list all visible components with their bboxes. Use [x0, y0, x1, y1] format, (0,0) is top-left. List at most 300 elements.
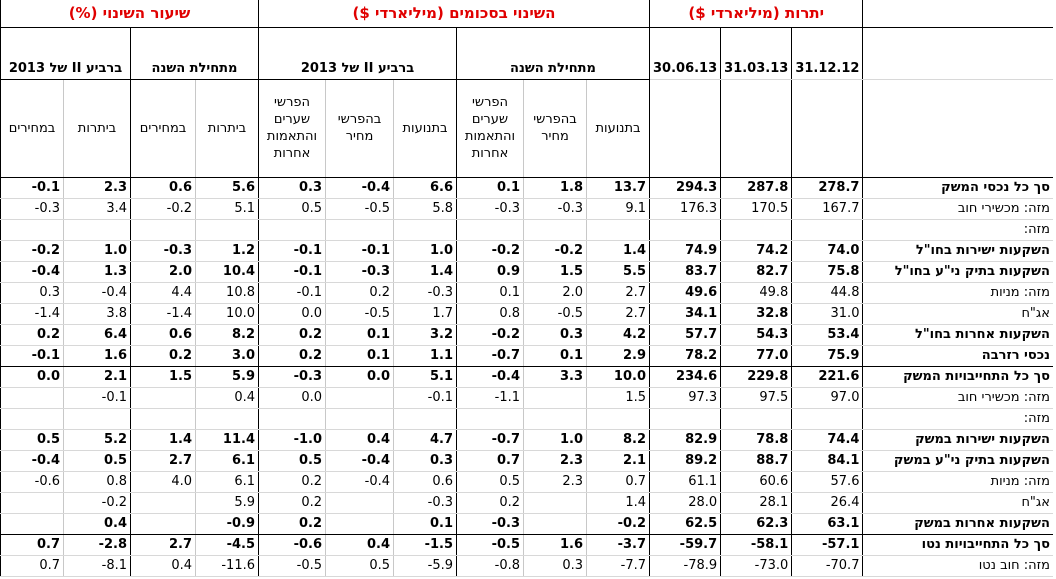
table-cell[interactable]: 57.7 [650, 324, 721, 345]
table-cell[interactable] [131, 408, 196, 429]
table-cell[interactable]: -7.7 [587, 555, 650, 576]
col-head-yield-q2[interactable]: ביתרות [64, 79, 131, 177]
row-label[interactable]: השקעות אחרות בחו"ל [863, 324, 1053, 345]
table-cell[interactable]: 1.8 [524, 177, 587, 198]
table-cell[interactable]: -0.1 [1, 345, 64, 366]
table-cell[interactable]: -0.9 [196, 513, 259, 534]
table-cell[interactable]: 62.5 [650, 513, 721, 534]
table-cell[interactable]: 31.0 [792, 303, 863, 324]
table-cell[interactable]: 9.1 [587, 198, 650, 219]
table-cell[interactable] [650, 219, 721, 240]
table-cell[interactable]: 5.9 [196, 366, 259, 387]
row-label[interactable]: מזה: מניות [863, 282, 1053, 303]
table-cell[interactable]: -0.5 [457, 534, 524, 555]
table-cell[interactable]: 167.7 [792, 198, 863, 219]
table-cell[interactable] [1, 513, 64, 534]
table-cell[interactable]: 5.1 [196, 198, 259, 219]
table-cell[interactable]: 0.6 [131, 177, 196, 198]
table-cell[interactable] [131, 513, 196, 534]
table-cell[interactable]: -0.4 [1, 450, 64, 471]
table-cell[interactable]: 0.3 [394, 450, 457, 471]
table-cell[interactable] [457, 219, 524, 240]
table-cell[interactable]: 32.8 [721, 303, 792, 324]
table-cell[interactable]: -1.4 [131, 303, 196, 324]
table-cell[interactable]: 6.1 [196, 471, 259, 492]
table-cell[interactable]: 28.0 [650, 492, 721, 513]
table-cell[interactable]: -0.3 [394, 492, 457, 513]
table-cell[interactable]: -0.1 [326, 240, 394, 261]
table-cell[interactable]: 74.4 [792, 429, 863, 450]
row-label[interactable]: השקעות בתיק ני"ע בחו"ל [863, 261, 1053, 282]
table-row [1, 366, 1053, 387]
table-cell[interactable]: 2.7 [587, 303, 650, 324]
table-cell[interactable]: 0.0 [1, 366, 64, 387]
table-cell[interactable] [259, 408, 326, 429]
col-head-prices-q2[interactable]: במחירים [1, 79, 64, 177]
table-cell[interactable]: 0.2 [259, 471, 326, 492]
table-cell[interactable]: 1.5 [131, 366, 196, 387]
table-cell[interactable] [792, 219, 863, 240]
table-cell[interactable]: 0.1 [457, 177, 524, 198]
table-cell[interactable]: 5.2 [64, 429, 131, 450]
table-cell[interactable]: 4.0 [131, 471, 196, 492]
table-cell[interactable]: 84.1 [792, 450, 863, 471]
table-cell[interactable]: -0.1 [259, 282, 326, 303]
table-cell[interactable] [524, 513, 587, 534]
table-cell[interactable]: 8.2 [196, 324, 259, 345]
table-cell[interactable]: 78.8 [721, 429, 792, 450]
table-cell[interactable]: 1.4 [394, 261, 457, 282]
table-cell[interactable]: 278.7 [792, 177, 863, 198]
table-cell[interactable]: 176.3 [650, 198, 721, 219]
table-cell[interactable]: 49.6 [650, 282, 721, 303]
row-label[interactable]: סך כל התחייבויות המשק [863, 366, 1053, 387]
table-cell[interactable]: 61.1 [650, 471, 721, 492]
table-cell[interactable] [64, 408, 131, 429]
row-label[interactable]: מזה: חוב נטו [863, 555, 1053, 576]
table-cell[interactable] [587, 408, 650, 429]
row-label[interactable]: השקעות אחרות במשק [863, 513, 1053, 534]
table-cell[interactable]: 170.5 [721, 198, 792, 219]
table-cell[interactable]: -0.7 [457, 345, 524, 366]
table-cell[interactable]: -2.8 [64, 534, 131, 555]
row-label[interactable]: מזה: מכשירי חוב [863, 198, 1053, 219]
table-cell[interactable] [326, 219, 394, 240]
table-cell[interactable]: 6.6 [394, 177, 457, 198]
table-row [1, 408, 1053, 429]
table-cell[interactable]: 83.7 [650, 261, 721, 282]
table-cell[interactable]: 1.1 [394, 345, 457, 366]
table-cell[interactable]: -0.2 [64, 492, 131, 513]
table-cell[interactable]: 10.8 [196, 282, 259, 303]
table-cell[interactable]: 89.2 [650, 450, 721, 471]
table-cell[interactable]: 1.5 [587, 387, 650, 408]
table-cell[interactable]: -0.1 [64, 387, 131, 408]
col-head-yield-year[interactable]: ביתרות [196, 79, 259, 177]
table-cell[interactable] [326, 408, 394, 429]
table-cell[interactable]: 2.9 [587, 345, 650, 366]
table-cell[interactable]: -0.2 [1, 240, 64, 261]
table-cell[interactable]: 28.1 [721, 492, 792, 513]
row-label[interactable]: מזה: [863, 408, 1053, 429]
table-cell[interactable] [524, 387, 587, 408]
table-cell[interactable]: 1.7 [394, 303, 457, 324]
table-cell[interactable]: -0.7 [457, 429, 524, 450]
table-cell[interactable]: -1.0 [259, 429, 326, 450]
table-cell[interactable] [524, 408, 587, 429]
table-cell[interactable] [524, 219, 587, 240]
table-cell[interactable]: -0.4 [326, 471, 394, 492]
table-cell[interactable]: 0.5 [259, 450, 326, 471]
table-cell[interactable]: -0.3 [131, 240, 196, 261]
table-cell[interactable]: 8.2 [587, 429, 650, 450]
table-cell[interactable]: -0.2 [587, 513, 650, 534]
table-cell[interactable]: 10.0 [196, 303, 259, 324]
table-cell[interactable]: 3.0 [196, 345, 259, 366]
row-label[interactable]: נכסי רזרבה [863, 345, 1053, 366]
table-cell[interactable]: -3.7 [587, 534, 650, 555]
table-cell[interactable]: -0.6 [259, 534, 326, 555]
col-head-transactions-q2[interactable]: בתנועות [394, 79, 457, 177]
table-cell[interactable]: 0.4 [131, 555, 196, 576]
table-cell[interactable]: 3.4 [64, 198, 131, 219]
table-cell[interactable]: 74.2 [721, 240, 792, 261]
table-cell[interactable]: 74.0 [792, 240, 863, 261]
table-cell[interactable]: -1.5 [394, 534, 457, 555]
table-cell[interactable]: -59.7 [650, 534, 721, 555]
table-cell[interactable]: 2.1 [587, 450, 650, 471]
table-cell[interactable]: 0.7 [1, 555, 64, 576]
table-cell[interactable]: 0.3 [1, 282, 64, 303]
table-cell[interactable]: 10.0 [587, 366, 650, 387]
table-cell[interactable]: 1.5 [524, 261, 587, 282]
row-label[interactable]: מזה: [863, 219, 1053, 240]
table-row [1, 240, 1053, 261]
table-cell[interactable]: 0.7 [587, 471, 650, 492]
table-cell[interactable] [1, 492, 64, 513]
table-cell[interactable]: 1.4 [587, 240, 650, 261]
header-q2-pct[interactable]: ברביע II של 2013 [1, 27, 131, 79]
table-cell[interactable]: -4.5 [196, 534, 259, 555]
col-head-date-1[interactable] [792, 79, 863, 177]
table-cell[interactable]: 0.1 [457, 282, 524, 303]
table-cell[interactable]: 97.0 [792, 387, 863, 408]
row-label[interactable]: השקעות ישירות בחו"ל [863, 240, 1053, 261]
row-label[interactable]: השקעות בתיק ני"ע במשק [863, 450, 1053, 471]
table-cell[interactable]: 11.4 [196, 429, 259, 450]
table-cell[interactable]: 74.9 [650, 240, 721, 261]
table-cell[interactable]: -0.5 [326, 198, 394, 219]
table-cell[interactable]: 4.7 [394, 429, 457, 450]
table-cell[interactable]: -0.8 [457, 555, 524, 576]
table-row [1, 219, 1053, 240]
table-cell[interactable]: 1.3 [64, 261, 131, 282]
table-cell[interactable]: 0.2 [326, 282, 394, 303]
table-cell[interactable]: 5.8 [394, 198, 457, 219]
table-cell[interactable]: 44.8 [792, 282, 863, 303]
table-cell[interactable]: 26.4 [792, 492, 863, 513]
table-cell[interactable]: 1.0 [394, 240, 457, 261]
row-label[interactable]: סך כל נכסי המשק [863, 177, 1053, 198]
table-cell[interactable]: 4.2 [587, 324, 650, 345]
col-head-price-diff-q2[interactable]: בהפרשי מחיר [326, 79, 394, 177]
table-cell[interactable]: 0.7 [457, 450, 524, 471]
table-cell[interactable]: -0.1 [259, 240, 326, 261]
table-cell[interactable]: -0.4 [326, 177, 394, 198]
col-head-transactions-year[interactable]: בתנועות [587, 79, 650, 177]
table-cell[interactable]: 82.9 [650, 429, 721, 450]
table-cell[interactable]: 0.5 [326, 555, 394, 576]
table-cell[interactable]: -0.3 [457, 198, 524, 219]
table-row [1, 450, 1053, 471]
table-cell[interactable]: 0.4 [326, 429, 394, 450]
table-cell[interactable]: 49.8 [721, 282, 792, 303]
table-cell[interactable] [196, 408, 259, 429]
table-cell[interactable]: 82.7 [721, 261, 792, 282]
table-cell[interactable]: 75.9 [792, 345, 863, 366]
table-cell[interactable]: 234.6 [650, 366, 721, 387]
table-cell[interactable]: 57.6 [792, 471, 863, 492]
table-cell[interactable]: -0.3 [326, 261, 394, 282]
table-row [1, 429, 1053, 450]
table-cell[interactable] [259, 219, 326, 240]
table-cell[interactable]: 2.0 [524, 282, 587, 303]
table-cell[interactable]: 3.2 [394, 324, 457, 345]
table-cell[interactable]: 2.3 [64, 177, 131, 198]
header-balances[interactable]: יתרות (מיליארדי $) [650, 0, 863, 27]
col-head-prices-year[interactable]: במחירים [131, 79, 196, 177]
col-head-label[interactable] [863, 79, 1053, 177]
table-cell[interactable] [394, 408, 457, 429]
row-label[interactable]: מזה: מכשירי חוב [863, 387, 1053, 408]
header-q2[interactable]: ברביע II של 2013 [259, 27, 457, 79]
table-cell[interactable]: -8.1 [64, 555, 131, 576]
table-cell[interactable]: 6.1 [196, 450, 259, 471]
table-cell[interactable]: 0.2 [259, 345, 326, 366]
table-cell[interactable]: 0.7 [1, 534, 64, 555]
table-cell[interactable]: 75.8 [792, 261, 863, 282]
table-cell[interactable]: 0.6 [131, 324, 196, 345]
table-cell[interactable]: 1.6 [524, 534, 587, 555]
table-cell[interactable]: -0.1 [259, 261, 326, 282]
table-cell[interactable]: 5.6 [196, 177, 259, 198]
table-cell[interactable]: 1.4 [587, 492, 650, 513]
table-row [1, 534, 1053, 555]
table-cell[interactable]: 77.0 [721, 345, 792, 366]
table-cell[interactable]: -0.6 [1, 471, 64, 492]
table-cell[interactable]: 0.1 [326, 324, 394, 345]
table-cell[interactable] [131, 387, 196, 408]
header-date-3[interactable]: 30.06.13 [650, 27, 721, 79]
table-cell[interactable]: -11.6 [196, 555, 259, 576]
table-cell[interactable] [64, 219, 131, 240]
table-cell[interactable] [721, 219, 792, 240]
col-head-price-diff-year[interactable]: בהפרשי מחיר [524, 79, 587, 177]
table-cell[interactable]: 1.0 [524, 429, 587, 450]
table-cell[interactable]: 0.5 [64, 450, 131, 471]
table-cell[interactable]: 0.2 [259, 324, 326, 345]
header-change-rate[interactable]: שיעור השינוי (%) [1, 0, 259, 27]
table-cell[interactable]: -0.3 [524, 198, 587, 219]
table-cell[interactable]: 5.5 [587, 261, 650, 282]
table-cell[interactable]: 0.9 [457, 261, 524, 282]
header-date-2[interactable]: 31.03.13 [721, 27, 792, 79]
table-cell[interactable]: 0.2 [259, 492, 326, 513]
table-cell[interactable]: 0.4 [196, 387, 259, 408]
table-cell[interactable]: 0.2 [457, 492, 524, 513]
header-blank[interactable] [863, 27, 1053, 79]
table-cell[interactable]: 3.3 [524, 366, 587, 387]
table-cell[interactable]: 0.1 [394, 513, 457, 534]
table-cell[interactable]: 97.5 [721, 387, 792, 408]
table-cell[interactable] [587, 219, 650, 240]
table-cell[interactable]: -0.5 [326, 303, 394, 324]
table-cell[interactable]: 0.5 [259, 198, 326, 219]
table-cell[interactable]: -0.5 [524, 303, 587, 324]
table-cell[interactable]: 0.2 [259, 513, 326, 534]
table-cell[interactable] [792, 408, 863, 429]
table-cell[interactable]: 13.7 [587, 177, 650, 198]
table-cell[interactable]: -0.1 [1, 177, 64, 198]
table-cell[interactable]: -0.3 [259, 366, 326, 387]
table-cell[interactable]: 6.4 [64, 324, 131, 345]
table-cell[interactable]: 0.8 [64, 471, 131, 492]
table-cell[interactable]: 2.7 [131, 450, 196, 471]
table-cell[interactable] [326, 513, 394, 534]
table-cell[interactable]: -0.3 [457, 513, 524, 534]
col-head-fx-q2[interactable]: הפרשי שערים והתאמות אחרות [259, 79, 326, 177]
table-cell[interactable]: -73.0 [721, 555, 792, 576]
table-row [1, 303, 1053, 324]
table-cell[interactable]: 294.3 [650, 177, 721, 198]
table-cell[interactable] [394, 219, 457, 240]
table-cell[interactable]: 0.0 [259, 303, 326, 324]
table-cell[interactable]: 229.8 [721, 366, 792, 387]
table-cell[interactable]: 3.8 [64, 303, 131, 324]
table-cell[interactable]: 0.3 [524, 324, 587, 345]
table-cell[interactable]: -0.4 [457, 366, 524, 387]
table-cell[interactable]: -58.1 [721, 534, 792, 555]
table-cell[interactable]: 97.3 [650, 387, 721, 408]
row-label[interactable]: אג"ח [863, 303, 1053, 324]
table-cell[interactable]: -0.4 [1, 261, 64, 282]
table-cell[interactable]: 2.7 [131, 534, 196, 555]
table-cell[interactable]: 1.4 [131, 429, 196, 450]
table-cell[interactable]: 60.6 [721, 471, 792, 492]
table-cell[interactable]: 0.5 [457, 471, 524, 492]
table-cell[interactable]: 10.4 [196, 261, 259, 282]
table-cell[interactable]: 2.1 [64, 366, 131, 387]
table-cell[interactable]: -0.2 [524, 240, 587, 261]
col-head-fx-year[interactable]: הפרשי שערים והתאמות אחרות [457, 79, 524, 177]
table-cell[interactable] [196, 219, 259, 240]
table-cell[interactable]: -0.3 [1, 198, 64, 219]
table-cell[interactable]: 0.0 [326, 366, 394, 387]
table-cell[interactable]: -70.7 [792, 555, 863, 576]
table-cell[interactable] [457, 408, 524, 429]
table-cell[interactable]: 0.2 [1, 324, 64, 345]
table-cell[interactable]: 0.1 [524, 345, 587, 366]
table-cell[interactable]: 0.6 [394, 471, 457, 492]
table-cell[interactable]: 63.1 [792, 513, 863, 534]
table-cell[interactable]: 88.7 [721, 450, 792, 471]
table-cell[interactable]: -1.1 [457, 387, 524, 408]
table-cell[interactable]: 0.4 [64, 513, 131, 534]
header-change-amounts[interactable]: השינוי בסכומים (מיליארדי $) [259, 0, 650, 27]
table-cell[interactable]: -0.4 [326, 450, 394, 471]
table-cell[interactable] [1, 219, 64, 240]
table-cell[interactable]: 1.2 [196, 240, 259, 261]
table-cell[interactable]: 0.0 [259, 387, 326, 408]
table-cell[interactable]: -0.2 [131, 198, 196, 219]
table-cell[interactable]: 62.3 [721, 513, 792, 534]
table-cell[interactable]: 54.3 [721, 324, 792, 345]
row-label[interactable]: אג"ח [863, 492, 1053, 513]
table-cell[interactable]: -0.5 [259, 555, 326, 576]
table-cell[interactable]: 2.3 [524, 471, 587, 492]
table-cell[interactable] [1, 387, 64, 408]
table-cell[interactable]: 1.6 [64, 345, 131, 366]
table-cell[interactable]: 0.4 [326, 534, 394, 555]
table-cell[interactable]: 5.9 [196, 492, 259, 513]
table-cell[interactable] [721, 408, 792, 429]
table-cell[interactable]: -0.3 [394, 282, 457, 303]
table-cell[interactable]: 2.0 [131, 261, 196, 282]
table-cell[interactable]: 221.6 [792, 366, 863, 387]
row-label[interactable]: סך כל התחייבויות נטו [863, 534, 1053, 555]
table-cell[interactable]: -1.4 [1, 303, 64, 324]
table-cell[interactable]: -0.1 [394, 387, 457, 408]
table-cell[interactable]: -0.2 [457, 324, 524, 345]
col-head-date-2[interactable] [721, 79, 792, 177]
table-cell[interactable] [131, 219, 196, 240]
table-cell[interactable] [326, 492, 394, 513]
row-label[interactable]: השקעות ישירות במשק [863, 429, 1053, 450]
table-cell[interactable]: 2.3 [524, 450, 587, 471]
table-cell[interactable]: 287.8 [721, 177, 792, 198]
table-cell[interactable]: 0.2 [131, 345, 196, 366]
table-cell[interactable]: 78.2 [650, 345, 721, 366]
table-cell[interactable] [131, 492, 196, 513]
table-cell[interactable]: 4.4 [131, 282, 196, 303]
table-cell[interactable]: 5.1 [394, 366, 457, 387]
table-cell[interactable] [1, 408, 64, 429]
table-cell[interactable]: -78.9 [650, 555, 721, 576]
col-head-date-3[interactable] [650, 79, 721, 177]
table-cell[interactable]: 0.8 [457, 303, 524, 324]
row-label[interactable]: מזה: מניות [863, 471, 1053, 492]
table-cell[interactable]: 1.0 [64, 240, 131, 261]
table-cell[interactable]: -0.4 [64, 282, 131, 303]
header-since-year-pct[interactable]: מתחילת השנה [131, 27, 259, 79]
table-cell[interactable] [650, 408, 721, 429]
table-cell[interactable]: 0.3 [259, 177, 326, 198]
table-cell[interactable]: 0.3 [524, 555, 587, 576]
table-cell[interactable]: 53.4 [792, 324, 863, 345]
header-date-1[interactable]: 31.12.12 [792, 27, 863, 79]
table-cell[interactable]: 0.5 [1, 429, 64, 450]
table-cell[interactable]: 2.7 [587, 282, 650, 303]
header-corner[interactable] [863, 0, 1053, 27]
table-cell[interactable]: -57.1 [792, 534, 863, 555]
table-cell[interactable]: 0.1 [326, 345, 394, 366]
table-cell[interactable]: -0.2 [457, 240, 524, 261]
table-cell[interactable]: 34.1 [650, 303, 721, 324]
table-cell[interactable] [524, 492, 587, 513]
header-since-year[interactable]: מתחילת השנה [457, 27, 650, 79]
table-cell[interactable] [326, 387, 394, 408]
table-cell[interactable]: -5.9 [394, 555, 457, 576]
